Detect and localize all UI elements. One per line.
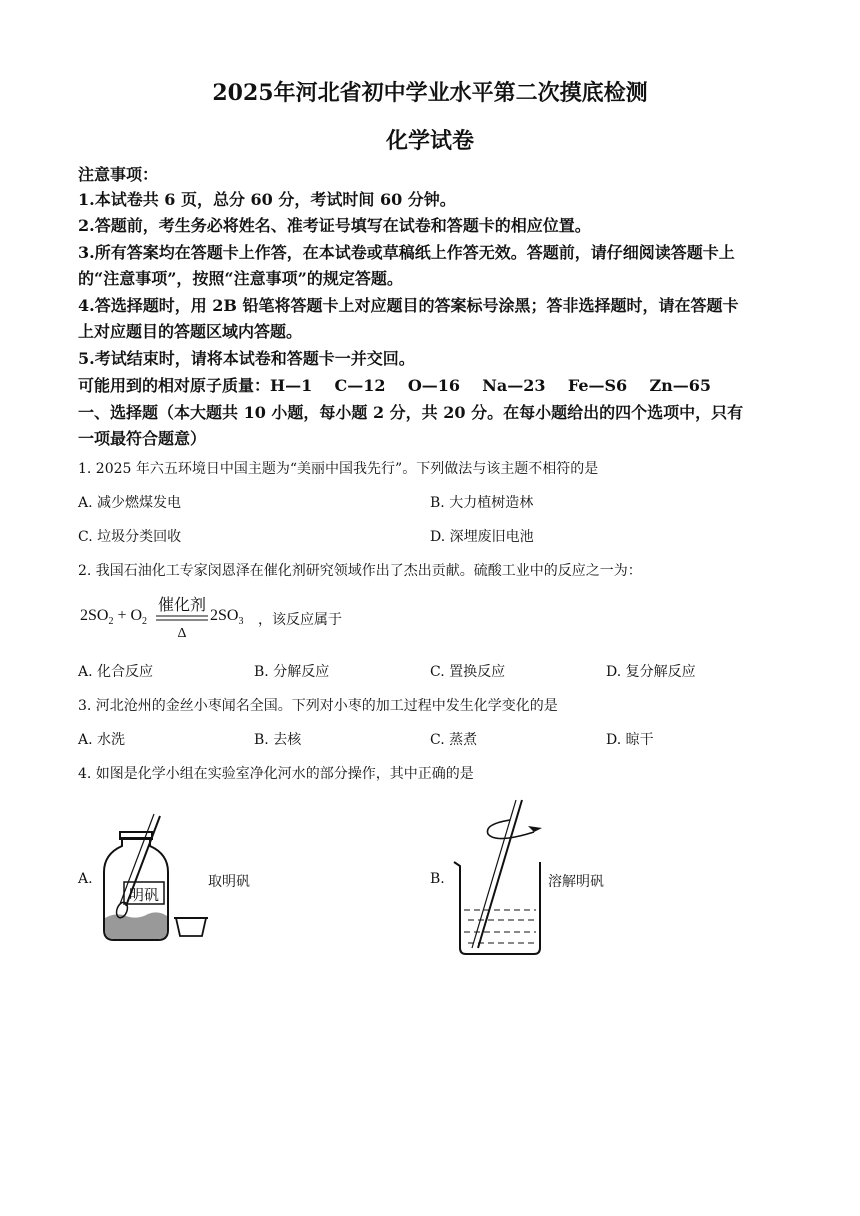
q3-option-c: C. 蒸煮 [430, 732, 478, 748]
equation-products: $2SO_3$ [210, 607, 244, 628]
q4-option-b-caption: 溶解明矾 [548, 874, 604, 890]
q3-option-d: D. 晾干 [606, 732, 654, 748]
note-item: 4.答选择题时，用 2B 铅笔将答题卡上对应题目的答案标号涂黑；答非选择题时，请在答题卡 [78, 296, 739, 315]
section-heading: 一、选择题（本大题共 10 小题，每小题 2 分，共 20 分。在每小题给出的四个选项中，只有 [78, 403, 744, 422]
q4-option-a-letter: A. [78, 871, 93, 887]
beaker-stirring-illustration [450, 798, 550, 958]
q1-option-b: B. 大力植树造林 [430, 495, 534, 511]
equation-condition: Δ [177, 626, 187, 641]
bottle-label: 明矾 [128, 886, 159, 904]
equation-catalyst: 催化剂 [157, 597, 206, 614]
exam-title: 2025年河北省初中学业水平第二次摸底检测 [212, 80, 648, 106]
q3-option-a: A. 水洗 [78, 732, 126, 748]
notes-heading: 注意事项： [78, 165, 159, 184]
equation-tail: ，该反应属于 [258, 612, 342, 628]
question-1-stem: 1. 2025 年六五环境日中国主题为“美丽中国我先行”。下列做法与该主题不相符的是 [78, 461, 599, 477]
note-item: 1.本试卷共 6 页，总分 60 分，考试时间 60 分钟。 [78, 190, 456, 209]
equation-reactants: $2SO_2 + O_2$ [80, 607, 148, 628]
q3-option-b: B. 去核 [254, 732, 302, 748]
q2-option-b: B. 分解反应 [254, 664, 330, 680]
reagent-bottle-illustration [96, 810, 211, 945]
q2-option-d: D. 复分解反应 [606, 664, 696, 680]
q4-option-b-letter: B. [430, 871, 445, 887]
q2-option-a: A. 化合反应 [78, 664, 154, 680]
q2-option-c: C. 置换反应 [430, 664, 506, 680]
question-4-stem: 4. 如图是化学小组在实验室净化河水的部分操作，其中正确的是 [78, 766, 474, 782]
q1-option-a: A. 减少燃煤发电 [78, 495, 182, 511]
note-item: 3.所有答案均在答题卡上作答，在本试卷或草稿纸上作答无效。答题前，请仔细阅读答题卡上 [78, 243, 735, 262]
q1-option-c: C. 垃圾分类回收 [78, 529, 182, 545]
q1-option-d: D. 深埋废旧电池 [430, 529, 534, 545]
equation-equals-sign [156, 614, 208, 622]
exam-subtitle: 化学试卷 [385, 128, 474, 154]
note-item: 上对应题目的答题区域内答题。 [78, 322, 303, 341]
note-item: 5.考试结束时，请将本试卷和答题卡一并交回。 [78, 349, 415, 368]
question-3-stem: 3. 河北沧州的金丝小枣闻名全国。下列对小枣的加工过程中发生化学变化的是 [78, 698, 558, 714]
atomic-masses: 可能用到的相对原子质量：H—1 C—12 O—16 Na—23 Fe—S6 Zn—65 [78, 376, 712, 395]
note-item: 的“注意事项”，按照“注意事项”的规定答题。 [78, 269, 403, 288]
question-2-stem: 2. 我国石油化工专家闵恩泽在催化剂研究领域作出了杰出贡献。硫酸工业中的反应之一为： [78, 563, 642, 579]
section-heading-cont: 一项最符合题意） [78, 429, 207, 448]
q4-option-a-caption: 取明矾 [208, 874, 250, 890]
note-item: 2.答题前，考生务必将姓名、准考证号填写在试卷和答题卡的相应位置。 [78, 216, 591, 235]
